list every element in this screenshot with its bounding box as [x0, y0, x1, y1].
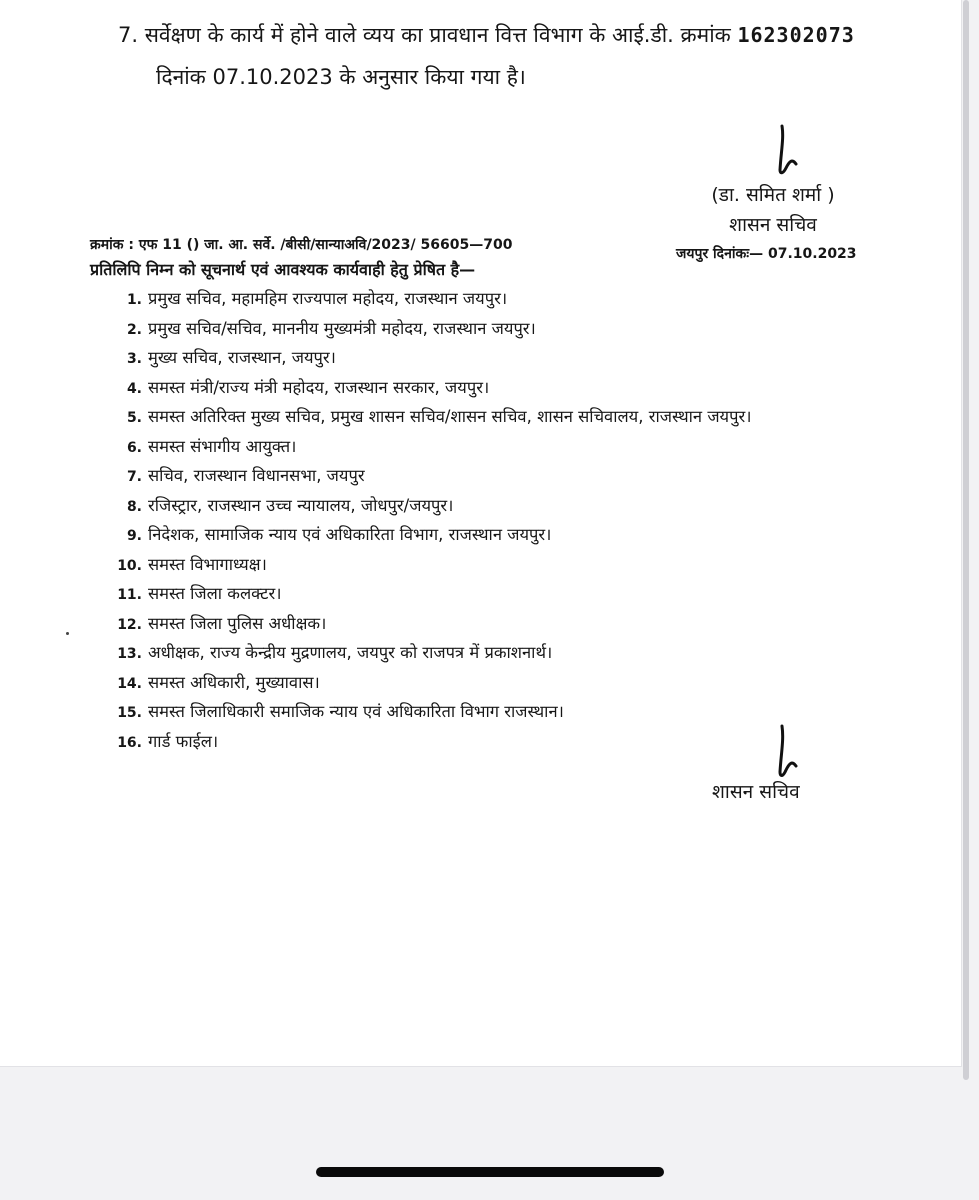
list-item: 7. सचिव, राजस्थान विधानसभा, जयपुर: [126, 466, 365, 485]
paragraph-line-1: [118, 14, 928, 56]
paragraph-text: 7. सर्वेक्षण के कार्य में होने वाले व्यय का प्रावधान वित्त विभाग के आई.डी. क्रमांक: [118, 23, 738, 47]
list-item: 6. समस्त संभागीय आयुक्त।: [126, 436, 297, 456]
scan-speck: [66, 632, 69, 635]
list-item: 16. गार्ड फाईल।: [117, 731, 219, 751]
signature-mark: [760, 722, 820, 782]
list-item: 15. समस्त जिलाधिकारी समाजिक न्याय एवं अधिकारिता विभाग राजस्थान।: [117, 702, 564, 721]
signatory-block: [668, 180, 878, 240]
list-item: 2. प्रमुख सचिव/सचिव, माननीय मुख्यमंत्री महोदय, राजस्थान जयपुर।: [126, 318, 536, 338]
id-number: 162302073: [737, 23, 855, 47]
list-item: 13. अधीक्षक, राज्य केन्द्रीय मुद्रणालय, जयपुर को राजपत्र में प्रकाशनार्थ।: [117, 643, 553, 662]
list-item: 4. समस्त मंत्री/राज्य मंत्री महोदय, राजस्थान सरकार, जयपुर।: [126, 377, 490, 397]
reference-number: क्रमांक : एफ 11 () जा. आ. सर्वे. /बीसी/सान्याअवि/2023/ 56605—700: [90, 237, 513, 253]
list-item: 3. मुख्य सचिव, राजस्थान, जयपुर।: [126, 348, 336, 367]
list-item: 14. समस्त अधिकारी, मुख्यावास।: [117, 672, 320, 692]
forward-heading: प्रतिलिपि निम्न को सूचनार्थ एवं आवश्यक कार्यवाही हेतु प्रेषित है—: [90, 260, 476, 279]
place-date: जयपुर दिनांकः— 07.10.2023: [676, 246, 857, 262]
paragraph-7: [118, 14, 928, 98]
list-item: 12. समस्त जिला पुलिस अधीक्षक।: [117, 613, 327, 633]
list-item: 1. प्रमुख सचिव, महामहिम राज्यपाल महोदय, राजस्थान जयपुर।: [126, 289, 508, 308]
recipient-list: [112, 284, 752, 756]
paragraph-line-2: दिनांक 07.10.2023 के अनुसार किया गया है।: [156, 65, 526, 89]
home-indicator[interactable]: [316, 1167, 664, 1177]
list-item: 10. समस्त विभागाध्यक्ष।: [117, 554, 267, 574]
bottom-signatory-designation: शासन सचिव: [712, 781, 800, 803]
list-item: 11. समस्त जिला कलक्टर।: [117, 584, 282, 603]
list-item: 5. समस्त अतिरिक्त मुख्य सचिव, प्रमुख शासन सचिव/शासन सचिव, शासन सचिवालय, राजस्थान जयपुर।: [126, 407, 752, 426]
scrollbar[interactable]: [963, 0, 969, 1080]
signatory-designation: शासन सचिव: [729, 214, 817, 236]
list-item: 8. रजिस्ट्रार, राजस्थान उच्च न्यायालय, जोधपुर/जयपुर।: [126, 495, 454, 515]
list-item: 9. निदेशक, सामाजिक न्याय एवं अधिकारिता विभाग, राजस्थान जयपुर।: [126, 525, 552, 544]
signature-mark: [760, 120, 820, 180]
signatory-name: (डा. समित शर्मा ): [711, 184, 835, 206]
